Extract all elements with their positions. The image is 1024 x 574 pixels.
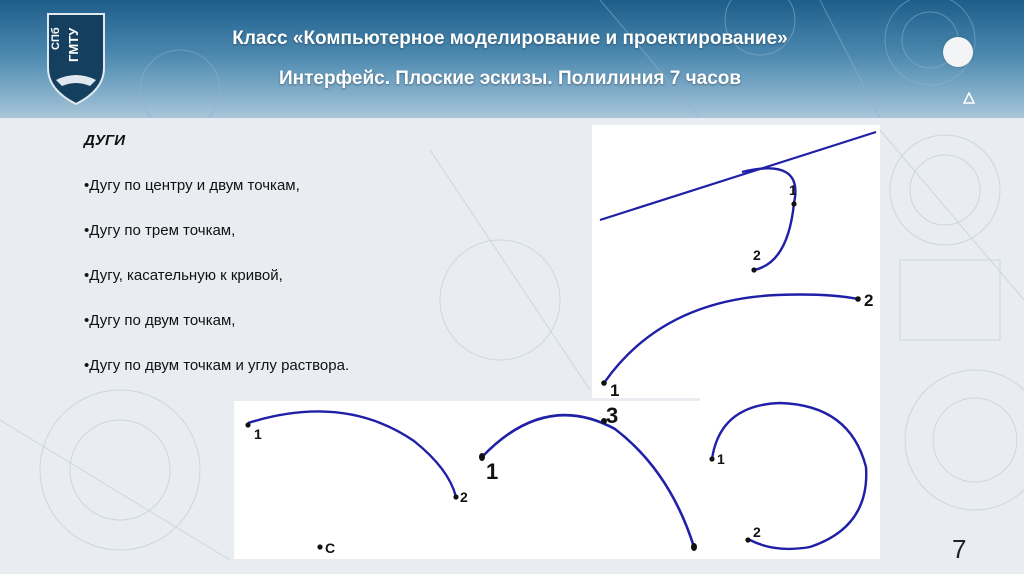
tangent-point-2-label: 2 <box>753 247 761 263</box>
list-item: •Дугу по центру и двум точкам, <box>84 177 300 194</box>
point-marker <box>745 537 750 542</box>
point-marker <box>855 296 861 302</box>
slide-title: Класс «Компьютерное моделирование и проектирование» <box>232 28 788 49</box>
center-arc-diagram <box>234 401 470 559</box>
center-marker <box>317 544 322 549</box>
point-marker <box>791 201 796 206</box>
angle-arc <box>712 403 866 549</box>
list-item: •Дугу по двум точкам и углу раствора. <box>84 357 350 374</box>
three-point-1-label: 1 <box>486 459 499 484</box>
tangent-point-1-label: 1 <box>789 182 797 198</box>
list-item: •Дугу по двум точкам, <box>84 312 236 329</box>
angle-arc-point-2-label: 2 <box>753 524 761 540</box>
tangent-line <box>600 132 876 220</box>
point-marker <box>453 494 458 499</box>
arc-diagrams <box>592 125 880 398</box>
center-arc <box>248 411 456 497</box>
university-logo <box>42 10 110 108</box>
three-point-3-label: 3 <box>606 403 619 428</box>
diagram-panel-center-arc <box>234 401 470 559</box>
section-heading: ДУГИ <box>84 132 125 149</box>
point-marker <box>479 453 485 461</box>
point-marker <box>601 380 607 386</box>
header-band <box>0 0 1024 118</box>
diagram-panel-angle-arc <box>700 397 880 559</box>
list-item: •Дугу по трем точкам, <box>84 222 236 239</box>
two-point-arc <box>604 295 858 384</box>
two-point-2-label: 2 <box>864 291 874 310</box>
point-marker <box>691 543 697 551</box>
angle-arc-point-1-label: 1 <box>717 451 725 467</box>
center-arc-point-2-label: 2 <box>460 489 468 505</box>
point-marker <box>751 267 756 272</box>
header-texture <box>0 0 1024 118</box>
point-marker <box>245 422 250 427</box>
nav-circle-button[interactable] <box>943 37 973 67</box>
slide-subtitle: Интерфейс. Плоские эскизы. Полилиния 7 часов <box>278 68 742 89</box>
bullet-list <box>80 132 520 402</box>
three-point-arc-diagram <box>470 401 710 559</box>
three-point-arc <box>482 415 694 547</box>
center-arc-point-1-label: 1 <box>254 426 262 442</box>
svg-text:ГМТУ: ГМТУ <box>66 27 81 62</box>
diagram-panel-three-point <box>470 401 710 559</box>
point-marker <box>709 456 714 461</box>
page-number: 7 <box>952 534 967 564</box>
two-point-1-label: 1 <box>610 381 620 398</box>
angle-arc-diagram <box>700 397 880 559</box>
tangent-arc <box>742 168 795 270</box>
center-label: C <box>325 540 336 556</box>
list-item: •Дугу, касательную к кривой, <box>84 267 283 284</box>
triangle-icon <box>963 92 975 104</box>
diagram-panel-right <box>592 125 880 398</box>
svg-text:СПб: СПб <box>50 27 62 50</box>
